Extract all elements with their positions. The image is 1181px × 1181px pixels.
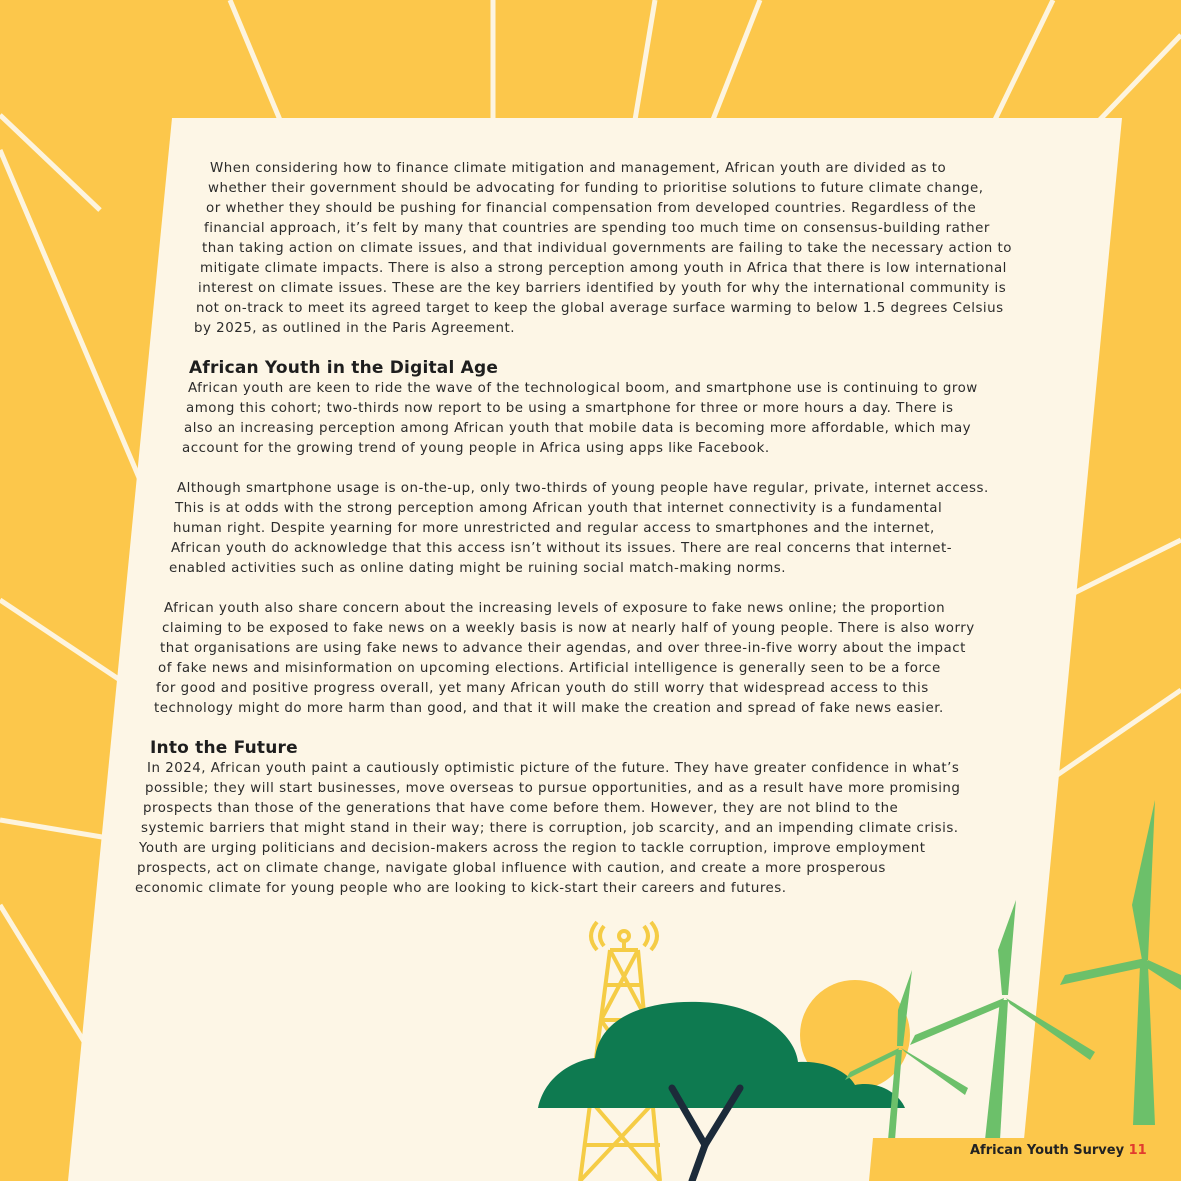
digital-p2-line: enabled activities such as online dating might be ruining social match-making norms. <box>169 561 787 576</box>
footer-title: African Youth Survey <box>970 1143 1125 1158</box>
digital-p1-line: account for the growing trend of young people in Africa using apps like Facebook. <box>182 441 770 456</box>
digital-p3-line: African youth also share concern about the increasing levels of exposure to fake news online; the proportion <box>164 601 946 616</box>
digital-p2-line: Although smartphone usage is on-the-up, only two-thirds of young people have regular, private, internet access. <box>177 481 989 496</box>
future-p1-line: Youth are urging politicians and decision-makers across the region to tackle corruption, improve employment <box>139 841 926 856</box>
digital-p3-line: claiming to be exposed to fake news on a weekly basis is now at nearly half of young people. There is also worry <box>162 621 975 636</box>
future-p1-line: possible; they will start businesses, move overseas to pursue opportunities, and as a result have more promising <box>145 781 961 796</box>
section-heading-digital: African Youth in the Digital Age <box>189 358 499 378</box>
future-p1-line: In 2024, African youth paint a cautiously optimistic picture of the future. They have greater confidence in what’s <box>147 761 960 776</box>
digital-p3-line: for good and positive progress overall, yet many African youth do still worry that widespread access to this <box>156 681 929 696</box>
page-number: 11 <box>1128 1143 1147 1158</box>
intro-line: than taking action on climate issues, and that individual governments are failing to take the necessary action to <box>202 241 1012 256</box>
intro-line: mitigate climate impacts. There is also a strong perception among youth in Africa that there is low international <box>200 261 1007 276</box>
digital-p3-line: of fake news and misinformation on upcoming elections. Artificial intelligence is generally seen to be a force <box>158 661 941 676</box>
digital-p2-line: African youth do acknowledge that this access isn’t without its issues. There are real concerns that internet- <box>171 541 953 556</box>
future-p1-line: prospects than those of the generations that have come before them. However, they are not blind to the <box>143 801 899 816</box>
digital-p1-line: African youth are keen to ride the wave of the technological boom, and smartphone use is continuing to grow <box>188 381 978 396</box>
intro-line: financial approach, it’s felt by many that countries are spending too much time on consensus-building rather <box>204 221 990 236</box>
digital-p1-line: also an increasing perception among African youth that mobile data is becoming more affordable, which may <box>184 421 972 436</box>
intro-line: not on-track to meet its agreed target to keep the global average surface warming to below 1.5 degrees Celsius <box>196 301 1004 316</box>
digital-p3-line: that organisations are using fake news to advance their agendas, and over three-in-five worry about the impact <box>160 641 966 656</box>
intro-line: whether their government should be advocating for funding to prioritise solutions to future climate change, <box>208 181 984 196</box>
page-footer <box>970 1143 1147 1158</box>
intro-line: by 2025, as outlined in the Paris Agreement. <box>194 321 516 336</box>
section-heading-future: Into the Future <box>150 738 298 758</box>
intro-line: or whether they should be pushing for financial compensation from developed countries. Regardless of the <box>206 201 977 216</box>
digital-p2-line: This is at odds with the strong perception among African youth that internet connectivity is a fundamental <box>175 501 943 516</box>
future-p1-line: economic climate for young people who are looking to kick-start their careers and futures. <box>135 881 787 896</box>
future-p1-line: systemic barriers that might stand in their way; there is corruption, job scarcity, and an impending climate crisis. <box>141 821 959 836</box>
digital-p2-line: human right. Despite yearning for more unrestricted and regular access to smartphones and the internet, <box>173 521 935 536</box>
digital-p3-line: technology might do more harm than good, and that it will make the creation and spread of fake news easier. <box>154 701 944 716</box>
future-p1-line: prospects, act on climate change, navigate global influence with caution, and create a more prosperous <box>137 861 886 876</box>
intro-line: When considering how to finance climate mitigation and management, African youth are divided as to <box>210 161 947 176</box>
intro-line: interest on climate issues. These are the key barriers identified by youth for why the international community is <box>198 281 1007 296</box>
digital-p1-line: among this cohort; two-thirds now report to be using a smartphone for three or more hours a day. There is <box>186 401 954 416</box>
